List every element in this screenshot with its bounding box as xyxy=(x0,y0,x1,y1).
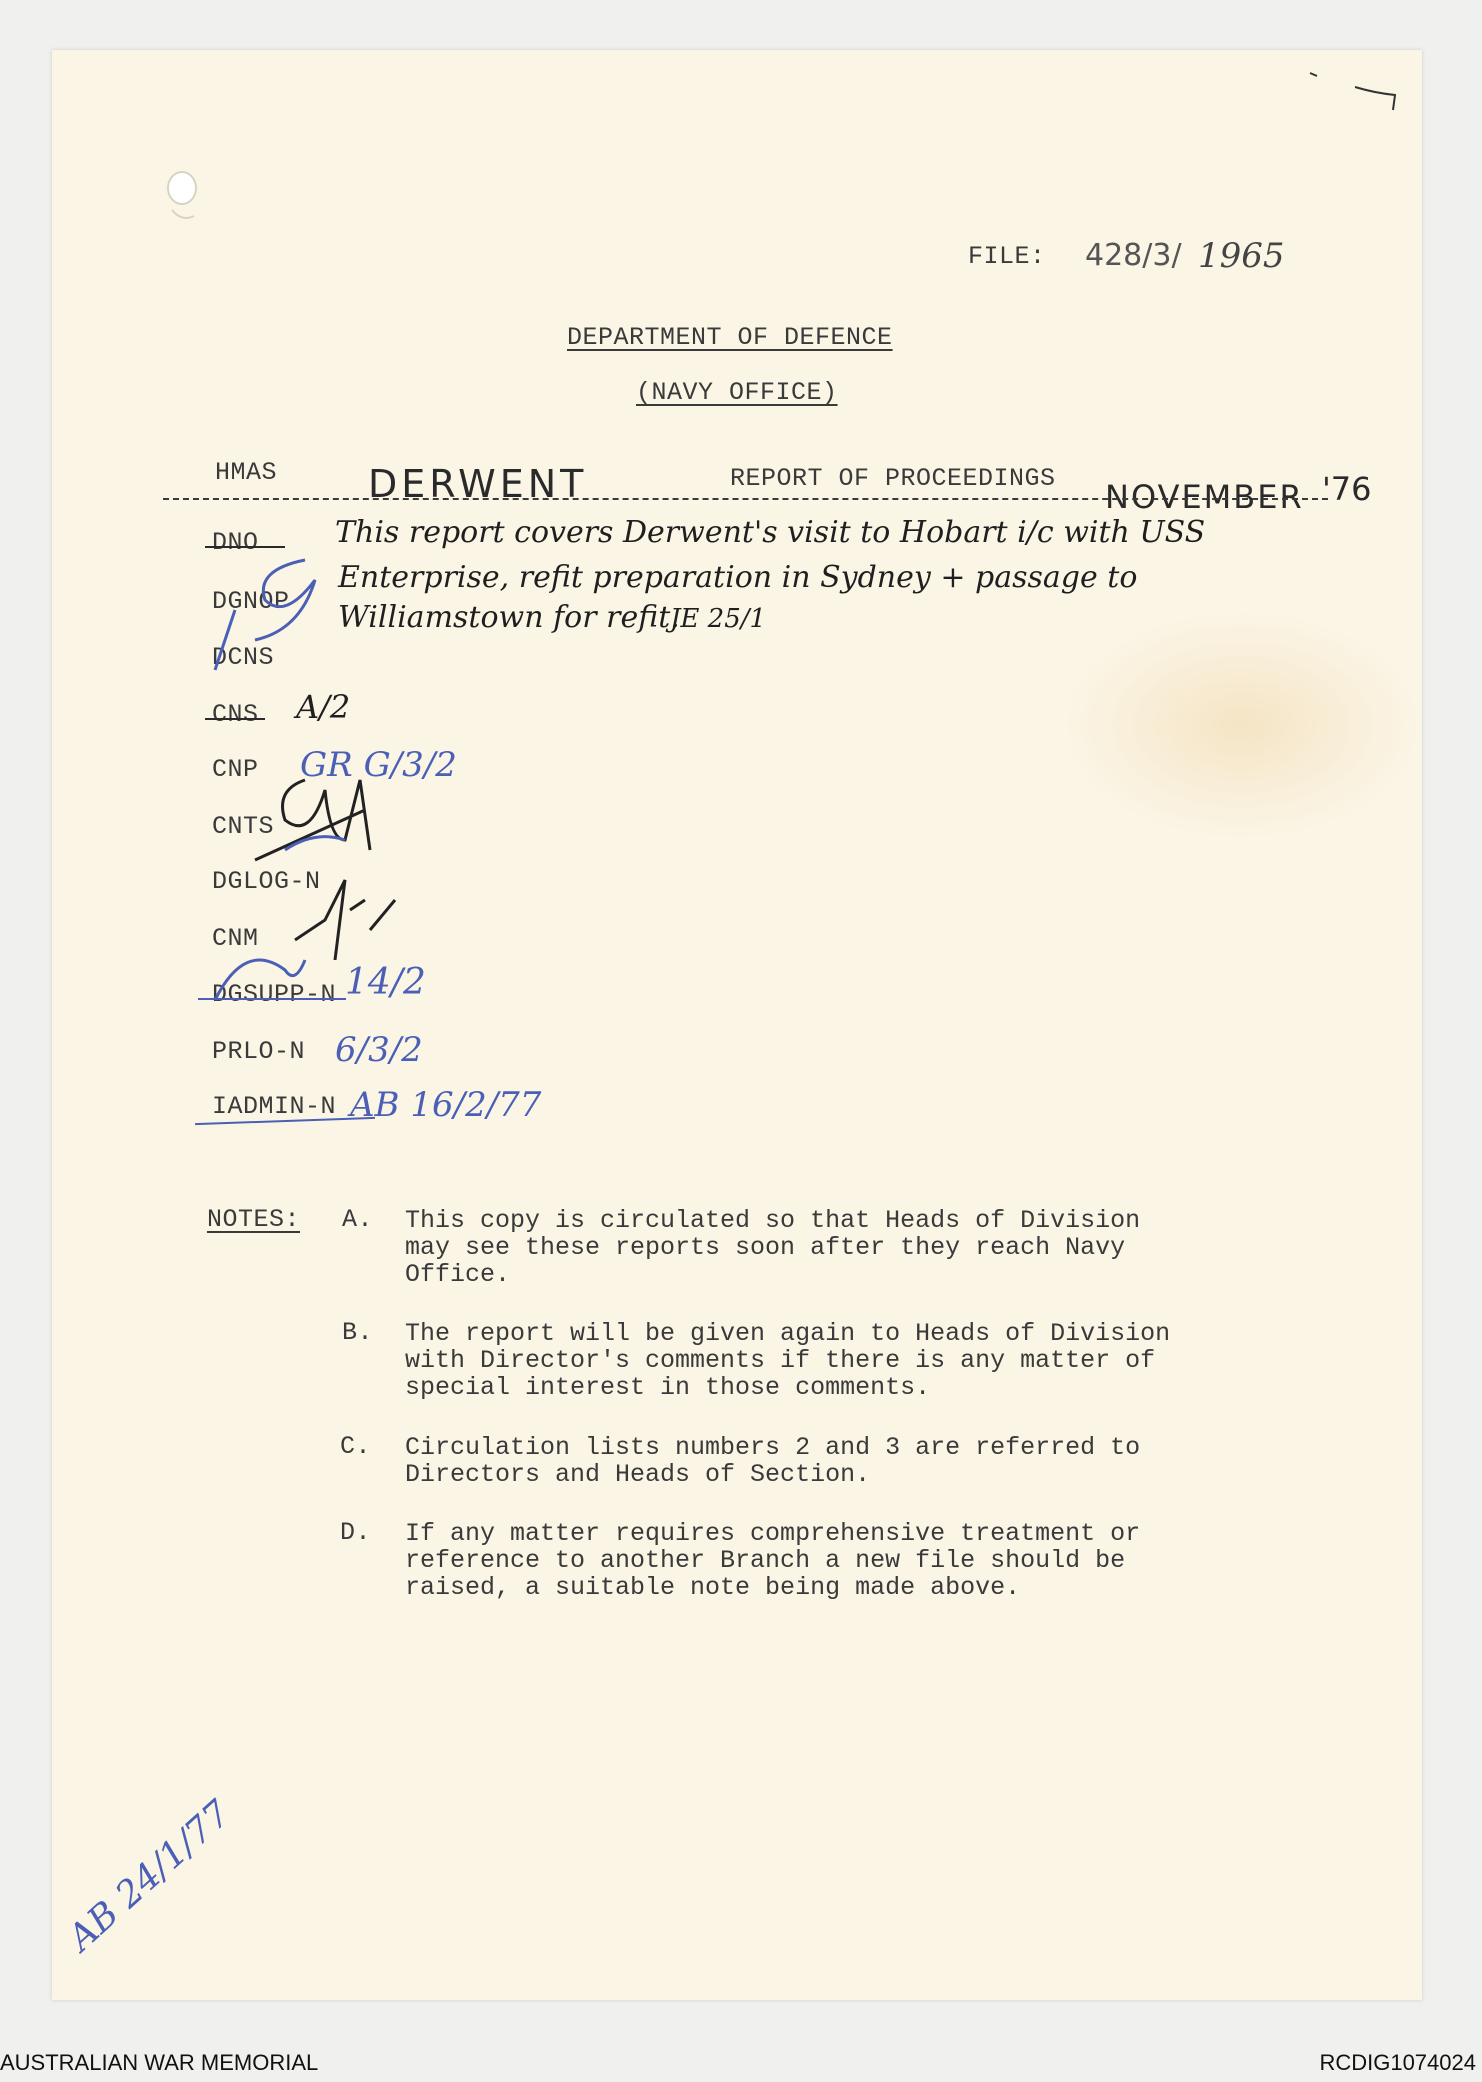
summary-line-2: Enterprise, refit preparation in Sydney + passage to xyxy=(338,560,1138,595)
summary-initials: JE 25/1 xyxy=(670,604,767,634)
footer-right: RCDIG1074024 xyxy=(1319,2050,1476,2075)
note-text: This copy is circulated so that Heads of Division may see these reports soon after they reach Navy Office. xyxy=(405,1206,1141,1289)
summary-line-3: Williamstown for refit. xyxy=(338,600,680,635)
circulation-code: CNP xyxy=(212,755,259,784)
circulation-mark: 6/3/2 xyxy=(335,1030,423,1070)
report-line-rule xyxy=(163,498,1328,500)
file-label: FILE: xyxy=(968,242,1046,271)
circulation-code: CNTS xyxy=(212,812,275,841)
punch-hole-mark xyxy=(152,150,212,230)
circulation-code: IADMIN-N xyxy=(212,1092,337,1121)
department-heading: DEPARTMENT OF DEFENCE xyxy=(567,323,893,352)
signature-scribbles xyxy=(195,540,455,1040)
note-letter: B. xyxy=(342,1318,374,1347)
ship-name: DERWENT xyxy=(368,462,588,506)
report-month: NOVEMBER xyxy=(1105,478,1304,516)
footer-left: AUSTRALIAN WAR MEMORIAL xyxy=(0,2050,319,2075)
note-letter: A. xyxy=(342,1205,374,1234)
office-heading: (NAVY OFFICE) xyxy=(636,378,838,407)
note-letter: C. xyxy=(340,1432,372,1461)
circulation-code: CNM xyxy=(212,924,259,953)
circulation-code: DGLOG-N xyxy=(212,867,321,896)
report-year: '76 xyxy=(1322,470,1372,508)
file-number: 428/3/ xyxy=(1085,238,1182,273)
circulation-code: DCNS xyxy=(212,643,275,672)
circulation-code: DGNOP xyxy=(212,587,290,616)
circulation-mark: 14/2 xyxy=(345,962,426,1003)
circulation-code: DGSUPP-N xyxy=(212,980,337,1009)
summary-line-1: This report covers Derwent's visit to Hobart i/c with USS xyxy=(335,515,1206,550)
file-year-handwritten: 1965 xyxy=(1198,236,1285,276)
circulation-mark: A/2 xyxy=(296,688,351,726)
paper-stain xyxy=(1062,610,1422,840)
circulation-mark: GR G/3/2 xyxy=(300,745,457,785)
note-text: If any matter requires comprehensive treatment or reference to another Branch a new file should be raised, a suitable note being made above. xyxy=(405,1519,1141,1602)
circulation-code: PRLO-N xyxy=(212,1037,306,1066)
bottom-initials: AB 24/1/77 xyxy=(60,1792,239,1959)
note-text: The report will be given again to Heads of Division with Director's comments if there is any matter of special interest in those comments. xyxy=(405,1319,1171,1402)
corner-mark xyxy=(1305,65,1400,120)
report-title: REPORT OF PROCEEDINGS xyxy=(730,464,1056,493)
circulation-code: CNS xyxy=(212,700,259,729)
note-letter: D. xyxy=(340,1518,372,1547)
hmas-label: HMAS xyxy=(215,458,278,487)
circulation-mark: AB 16/2/77 xyxy=(350,1085,542,1125)
notes-label: NOTES: xyxy=(207,1205,301,1234)
circulation-code: DNO xyxy=(212,528,259,557)
note-text: Circulation lists numbers 2 and 3 are referred to Directors and Heads of Section. xyxy=(405,1433,1141,1489)
